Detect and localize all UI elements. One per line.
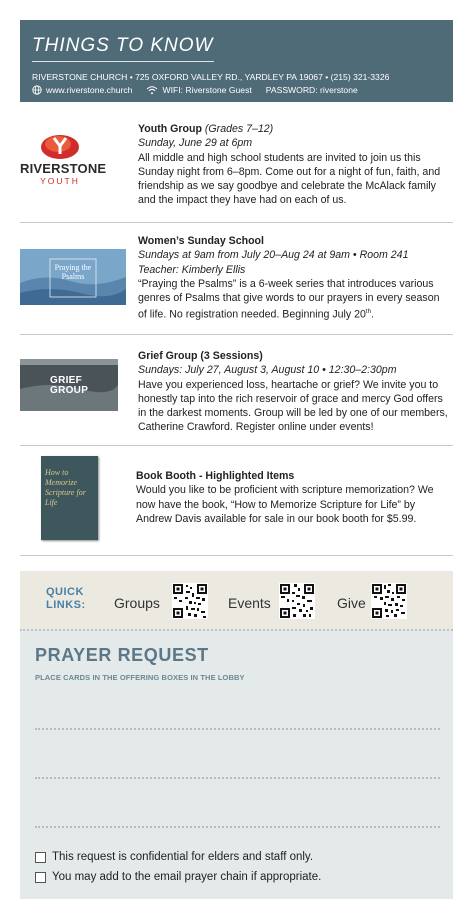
globe-icon (32, 85, 42, 95)
event-when: Sundays at 9am from July 20–Aug 24 at 9am • Room 241 (138, 249, 409, 262)
quick-label-line1: QUICK (46, 586, 84, 598)
logo-name: RIVERSTONE (20, 161, 107, 176)
groups-qr-code-icon[interactable] (172, 583, 208, 619)
prayer-request-card (20, 629, 453, 899)
church-address: RIVERSTONE CHURCH • 725 OXFORD VALLEY RD., YARDLEY PA 19067 • (215) 321-3326 (32, 72, 390, 82)
heading-title: Youth Group (138, 123, 202, 135)
section-womens-sunday-school (20, 223, 453, 335)
email-chain-checkbox-row[interactable] (35, 871, 321, 883)
event-when: Sunday, June 29 at 6pm (138, 137, 253, 150)
give-link[interactable]: Give (337, 595, 366, 611)
womens-text (138, 234, 449, 322)
events-qr-code-icon[interactable] (279, 583, 315, 619)
email-chain-checkbox[interactable] (35, 872, 46, 883)
psalms-thumb-text: Praying the Psalms (54, 263, 92, 281)
event-description: Would you like to be proficient with scripture memorization? We now have the book, “How to Memorize Scripture for Life” by Andrew Davis available for sale in our book booth for $5.99. (136, 484, 434, 525)
website-link[interactable]: www.riverstone.church (46, 85, 133, 95)
write-line-3[interactable] (35, 826, 440, 828)
email-chain-label: You may add to the email prayer chain if appropriate. (52, 871, 322, 883)
book-text (136, 469, 449, 526)
event-description: All middle and high school students are invited to join us this Sunday night from 6–8pm. Come out for a night of fun, faith, and friendship as we say goodbye and celebrate the McAlack family and the impact they have had on each of us. (138, 151, 441, 207)
write-line-1[interactable] (35, 728, 440, 730)
description-text: “Praying the Psalms” is a 6-week series that introduces various genres of Psalms that give words to our prayers in every season of life. No registration needed. Beginning July 20 (138, 277, 440, 322)
description-end: . (370, 309, 374, 322)
quick-links-bar (20, 571, 453, 629)
grief-thumb-text (50, 376, 88, 396)
section-grief-group (20, 335, 453, 446)
logo-sub: YOUTH (40, 176, 80, 186)
write-line-2[interactable] (35, 777, 440, 779)
prayer-subtitle: PLACE CARDS IN THE OFFERING BOXES IN THE LOBBY (35, 673, 245, 682)
event-description: Have you experienced loss, heartache or grief? We invite you to honestly tap into the rich reservoir of grace and mercy God offers in the darkest moments. Group will be led by one of our members, Catherine Crawford. Register online under events! (138, 378, 448, 434)
book-cover-title: How to Memorize Scripture for Life (45, 468, 86, 507)
confidential-label: This request is confidential for elders and staff only. (52, 851, 314, 863)
grief-text (138, 349, 449, 435)
event-description (138, 277, 449, 322)
section-youth-group (20, 116, 453, 223)
description-sup: th (365, 309, 371, 316)
riverstone-youth-logo (20, 116, 107, 196)
event-teacher: Teacher: Kimberly Ellis (138, 263, 246, 276)
flame-logo-icon (40, 130, 80, 160)
wifi-icon (146, 85, 158, 95)
wifi-password: PASSWORD: riverstone (265, 85, 358, 95)
prayer-title: PRAYER REQUEST (35, 645, 209, 665)
page-title: THINGS TO KNOW (32, 35, 214, 56)
section-heading: Book Booth - Highlighted Items (136, 470, 295, 482)
section-book-booth (20, 446, 453, 556)
youth-text (138, 122, 449, 208)
quick-label-line2: LINKS: (46, 599, 86, 611)
give-qr-code-icon[interactable] (371, 583, 407, 619)
heading-grades: (Grades 7–12) (204, 123, 274, 135)
confidential-checkbox-row[interactable] (35, 851, 313, 863)
event-when: Sundays: July 27, August 3, August 10 • 12:30–2:30pm (138, 364, 397, 377)
section-heading: Women’s Sunday School (138, 235, 264, 247)
wifi-name: WIFI: Riverstone Guest (162, 85, 252, 95)
book-cover (41, 456, 98, 540)
groups-link[interactable]: Groups (114, 595, 160, 611)
header-banner (20, 20, 453, 102)
contact-line (32, 85, 358, 95)
confidential-checkbox[interactable] (35, 852, 46, 863)
quick-links-label (46, 586, 86, 612)
title-underline (32, 61, 214, 62)
section-heading (138, 122, 449, 136)
section-heading: Grief Group (3 Sessions) (138, 350, 263, 362)
grief-thumb-line2: GROUP (50, 385, 89, 396)
grief-thumb-line1: GRIEF (50, 375, 83, 386)
events-link[interactable]: Events (228, 595, 271, 611)
